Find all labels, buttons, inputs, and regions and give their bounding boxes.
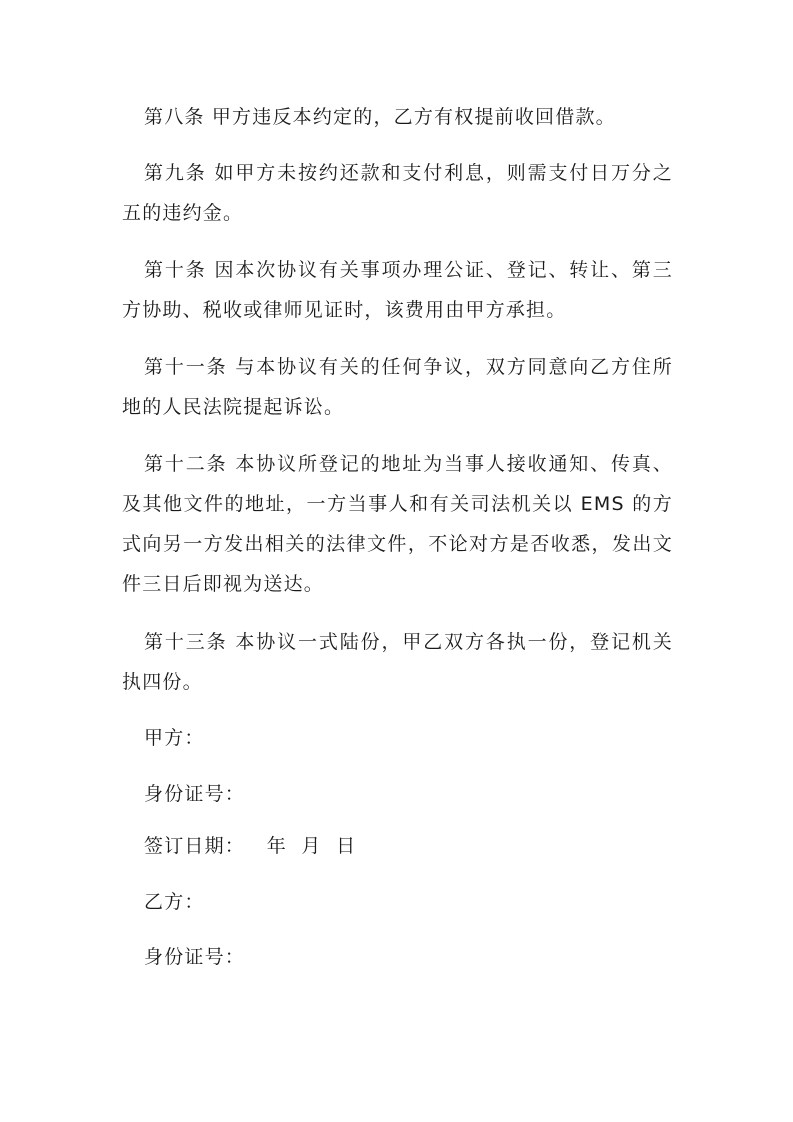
article-10: 第十条 因本次协议有关事项办理公证、登记、转让、第三方协助、税收或律师见证时，该费用由甲方承担。 xyxy=(122,259,673,321)
party-a-label: 甲方： xyxy=(144,727,205,749)
article-13: 第十三条 本协议一式陆份，甲乙双方各执一份，登记机关执四份。 xyxy=(122,631,673,693)
article-8: 第八条 甲方违反本约定的，乙方有权提前收回借款。 xyxy=(144,106,616,128)
article-12: 第十二条 本协议所登记的地址为当事人接收通知、传真、及其他文件的地址，一方当事人和有关司法机关以 EMS 的方式向另一方发出相关的法律文件，不论对方是否收悉，发出文件三日后即视为送达。 xyxy=(122,453,673,595)
article-11: 第十一条 与本协议有关的任何争议，双方同意向乙方住所地的人民法院提起诉讼。 xyxy=(122,356,673,418)
article-9: 第九条 如甲方未按约还款和支付利息，则需支付日万分之五的违约金。 xyxy=(122,162,673,224)
party-b-id-label: 身份证号： xyxy=(144,946,246,968)
party-a-id-label: 身份证号： xyxy=(144,783,246,805)
party-b-label: 乙方： xyxy=(144,891,205,913)
sign-date-label: 签订日期： 年 月 日 xyxy=(144,835,357,857)
